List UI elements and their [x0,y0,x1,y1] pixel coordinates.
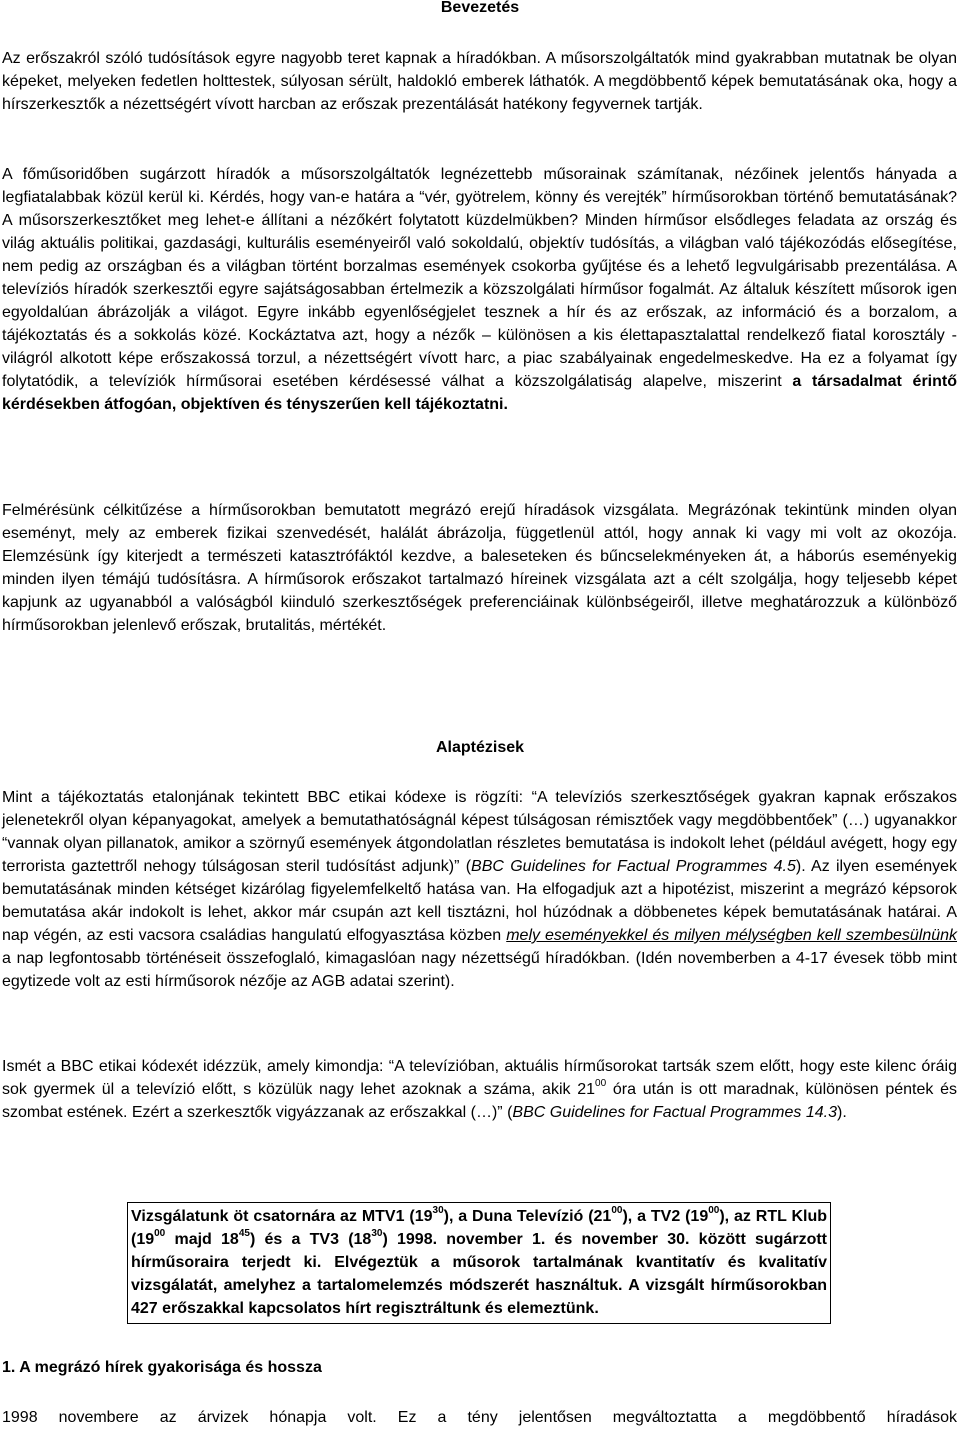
citation-bbc-4-5: BBC Guidelines for Factual Programmes 4.5 [471,858,796,875]
box-text-5: majd 18 [165,1231,239,1248]
paragraph-5-text-a: Ismét a BBC etikai kódexét idézzük, amely kimondja: “A televízióban, aktuális hírműsorokat tartsák szem előtt, hogy este kilenc óráig sok gyermek ül a televízió előtt, s közülük nagy lehet azoknak a száma, akik 21 [2,1058,957,1098]
box-sup-6: 30 [371,1227,383,1239]
paragraph-2-text: A főműsoridőben sugárzott híradók a műsorszolgáltatók legnézettebb műsorainak számítanak, nézőinek jelentős hányada a legfiatalabbak közül kerül ki. Kérdés, hogy van-e határa a “vér, gyötrelem, könny és verejték” hírműsorokban történő bemutatásának? A műsorszerkesztőket meg lehet-e állítani a nézőkért folytatott küzdelmükben? Minden hírműsor elsődleges feladata az ország és világ aktuális politikai, gazdasági, kulturális eseményeiről való sokoldalú, objektív tudósítás, a világban való tájékozódás elősegítése, nem pedig az országban és a világban történt borzalmas események csokorba gyűjtése és a lehető legvulgárisabb prezentálása. A televíziós híradók szerkesztői egyre sajátságosabban értelmezik a közszolgálati hírműsor fogalmát. Az általuk készített műsorok igen egyoldalúan ábrázolják a világot. Egyre inkább egyenlőségjelet tesznek a hír és az erőszak, az információ és a borzalom, a tájékoztatás és a sokkolás közé. Kockáztatva azt, hogy a nézők – különösen a kis élettapasztalattal rendelkező fiatal korosztály - világról alkotott képe erőszakossá torzul, a nézettségért vívott harc, a piac szabályainak engedelmeskedve. Ha ez a folyamat így folytatódik, a televíziók hírműsorai esetében kérdésessé válhat a közszolgálatiság alapelve, miszerint [2,166,957,390]
box-sup-3: 00 [708,1204,720,1216]
paragraph-4-text-b: ). Az ilyen események bemutatásának minden kétséget kizárólag figyelemfelkeltő hatása van. Ha elfogadjuk azt a hipotézist, miszerint a megrázó képsorok bemutatása akár indokolt is lehet, akkor már csupán azt kell tisztázni, hol húzódnak a döbbenetes képek bemutatásának határai. A nap végén, az esti vacsora családias hangulatú elfogyasztása közben [2,858,958,944]
paragraph-5-text-b: óra után is ott maradnak, különösen péntek és szombat estének. Ezért a szerkesztők vigyázzanak az erőszakkal (…)” ( [2,1081,958,1121]
paragraph-4-text-c: a nap legfontosabb történéseit összefoglaló, kimagaslóan nagy nézettségű híradókban. (Idén novemberben a 4-17 évesek több mint egytizede volt az esti hírműsorok nézője az AGB adatai szerint). [2,950,957,990]
paragraph-1: Az erőszakról szóló tudósítások egyre nagyobb teret kapnak a híradókban. A műsorszolgáltatók mind gyakrabban mutatnak be olyan képeket, melyeken fedetlen holttestek, súlyosan sérült, haldokló emberek láthatók. A megdöbbentő képek bemutatásának oka, hogy a hírszerkesztők a nézettségért vívott harcban az erőszak prezentálását hatékony fegyvernek tartják. [2,50,957,113]
section-title-alaptezisek: Alaptézisek [435,739,525,756]
paragraph-2 [2,163,957,416]
paragraph-4-text-a: Mint a tájékoztatás etalonjának tekintett BBC etikai kódexe is rögzíti: “A televíziós szerkesztőségek gyakran kapnak erőszakos jelenetekről olyan képanyagokat, amelyek a bemutathatóságnál képest túlságosan rémisztőek vagy megdöbbentőek” (…) ugyanakkor “vannak olyan pillanatok, amikor a szörnyű események átgondolatlan részletes bemutatása is indokolt lehet (például avégett, hogy egy terrorista gaztettről nehogy túlságosan steril tudósítást adjunk)” ( [2,789,957,875]
box-sup-1: 30 [432,1204,444,1216]
paragraph-2-emphasis: a társadalmat érintő kérdésekben átfogóan, objektíven és tényszerűen kell tájékoztatni. [2,373,957,413]
box-text-4: ), az RTL Klub (19 [131,1208,827,1248]
paragraph-5-text-c: ). [837,1104,847,1121]
box-sup-5: 45 [238,1227,250,1239]
box-sup-4: 00 [154,1227,166,1239]
paragraph-5 [2,1055,957,1124]
method-summary-box [127,1202,831,1324]
method-summary-text [131,1205,827,1320]
paragraph-4-underlined: mely eseményekkel és milyen mélységben kell szembesülnünk [506,927,958,944]
box-text-6: ) és a TV3 (18 [249,1231,372,1248]
paragraph-5-superscript: 00 [595,1077,607,1089]
paragraph-6: 1998 novembere az árvizek hónapja volt. Ez a tény jelentősen megváltoztatta a megdöbbentő híradások [2,1409,957,1426]
section-title-introduction: Bevezetés [440,0,520,16]
box-sup-2: 00 [611,1204,623,1216]
section-title-frequency: 1. A megrázó hírek gyakorisága és hossza [2,1359,322,1376]
paragraph-3: Felmérésünk célkitűzése a hírműsorokban bemutatott megrázó erejű híradások vizsgálata. Megrázónak tekintünk minden olyan eseményt, mely az emberek fizikai szenvedését, halálát ábrázolja, függetlenül attól, hogy annak ki vagy mi volt az okozója. Elemzésünk így kiterjedt a természeti katasztrófáktól kezdve, a baleseteken és bűncselekményeken át, a háborús eseményekig minden ilyen témájú tudósításra. A hírműsorok erőszakot tartalmazó híreinek vizsgálata azt a célt szolgálja, hogy teljesebb képet kapjunk az ugyanabból a valóságból kiinduló szerkesztőségek preferenciáinak különbségeiről, illetve meghatározzuk a különböző hírműsorokban jelenlevő erőszak, brutalitás, mértékét. [2,502,957,634]
box-text-3: ), a TV2 (19 [622,1208,709,1225]
paragraph-4 [2,786,957,993]
citation-bbc-14-3: BBC Guidelines for Factual Programmes 14.3 [512,1104,837,1121]
box-text-1: Vizsgálatunk öt csatornára az MTV1 (19 [131,1208,433,1225]
box-text-2: ), a Duna Televízió (21 [443,1208,612,1225]
box-text-7: ) 1998. november 1. és november 30. között sugárzott hírműsoraira terjedt ki. Elvégeztük a műsorok tartalmának kvantitatív és kvalitatív vizsgálatát, amelyhez a tartalomelemzés módszerét használtuk. A vizsgált hírműsorokban 427 erőszakkal kapcsolatos hírt regisztráltunk és elemeztünk. [131,1231,827,1317]
